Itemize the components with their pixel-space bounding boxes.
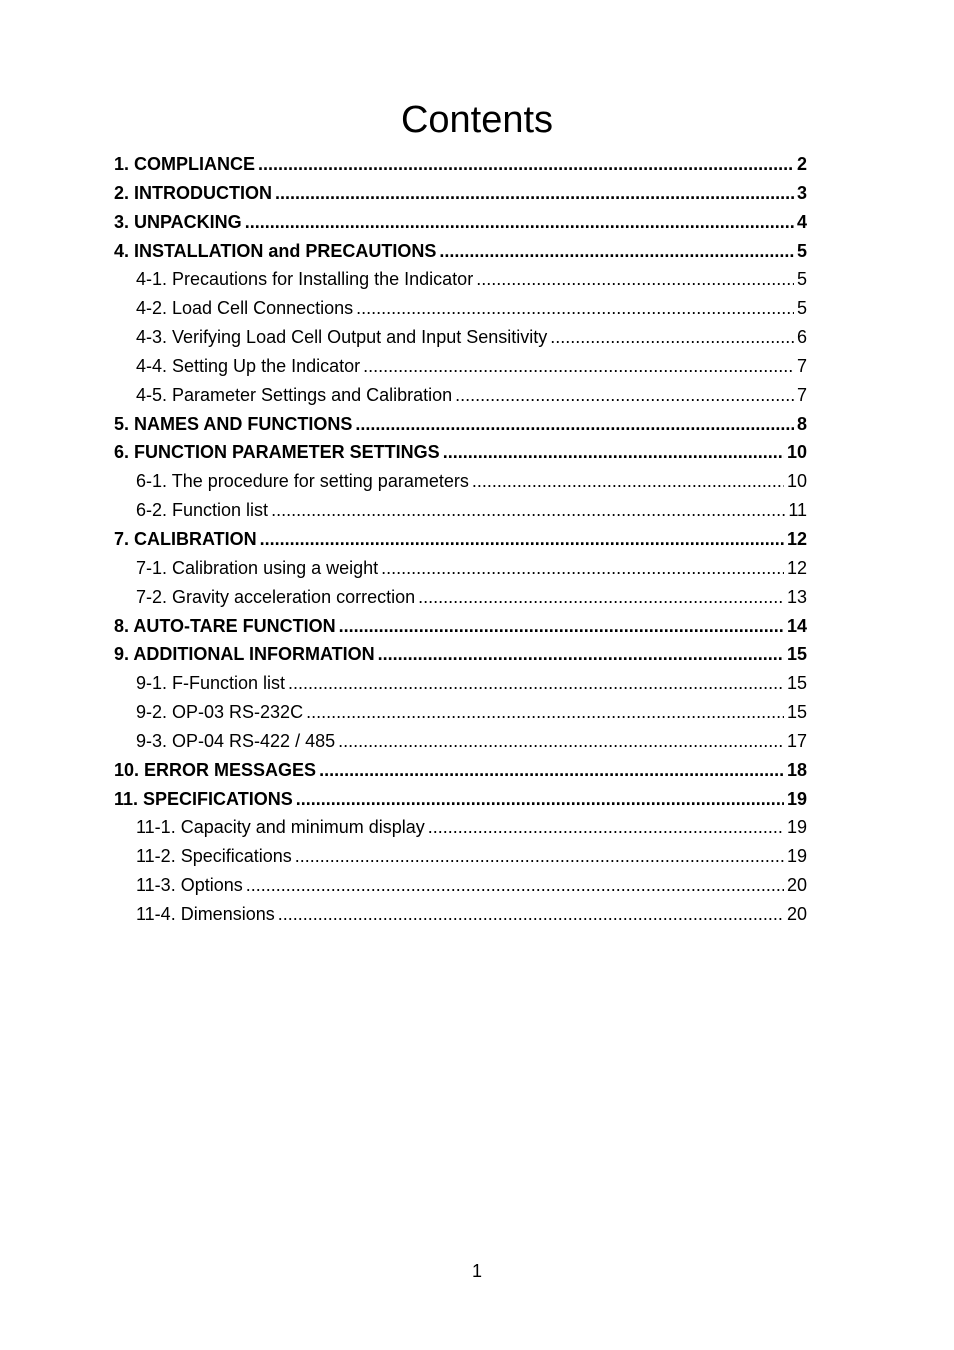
toc-dot-leader bbox=[260, 525, 784, 554]
toc-dot-leader bbox=[295, 842, 784, 871]
toc-entry-page-number: 5 bbox=[796, 269, 807, 290]
toc-entry-label: 11-2. Specifications bbox=[136, 846, 292, 867]
toc-section-entry[interactable] bbox=[114, 150, 807, 179]
toc-subsection-entry[interactable] bbox=[114, 698, 807, 727]
toc-section-entry[interactable] bbox=[114, 410, 807, 439]
toc-entry-label: 11-3. Options bbox=[136, 875, 243, 896]
toc-entry-page-number: 7 bbox=[796, 384, 807, 405]
toc-entry-page-number: 12 bbox=[786, 528, 807, 549]
toc-entry-label: 6-2. Function list bbox=[136, 500, 269, 521]
toc-dot-leader bbox=[271, 496, 785, 525]
toc-entry-label: 4. INSTALLATION and PRECAUTIONS bbox=[114, 240, 437, 261]
toc-entry-page-number: 8 bbox=[796, 413, 807, 434]
toc-entry-label: 7-2. Gravity acceleration correction bbox=[136, 586, 416, 607]
toc-entry-page-number: 10 bbox=[786, 442, 807, 463]
toc-dot-leader bbox=[356, 294, 794, 323]
toc-section-entry[interactable] bbox=[114, 438, 807, 467]
toc-entry-label: 8. AUTO-TARE FUNCTION bbox=[114, 615, 336, 636]
toc-entry-page-number: 19 bbox=[786, 817, 807, 838]
toc-subsection-entry[interactable] bbox=[114, 900, 807, 929]
toc-entry-label: 9-2. OP-03 RS-232C bbox=[136, 702, 304, 723]
toc-entry-label: 10. ERROR MESSAGES bbox=[114, 759, 317, 780]
table-of-contents bbox=[114, 150, 807, 929]
toc-entry-label: 7. CALIBRATION bbox=[114, 528, 257, 549]
toc-dot-leader bbox=[319, 756, 784, 785]
toc-entry-label: 4-2. Load Cell Connections bbox=[136, 298, 354, 319]
toc-subsection-entry[interactable] bbox=[114, 727, 807, 756]
toc-section-entry[interactable] bbox=[114, 612, 807, 641]
toc-dot-leader bbox=[550, 323, 794, 352]
toc-section-entry[interactable] bbox=[114, 237, 807, 266]
toc-entry-page-number: 15 bbox=[786, 644, 807, 665]
toc-subsection-entry[interactable] bbox=[114, 294, 807, 323]
toc-entry-page-number: 20 bbox=[786, 875, 807, 896]
page-number: 1 bbox=[471, 1261, 482, 1281]
toc-entry-page-number: 19 bbox=[786, 846, 807, 867]
toc-dot-leader bbox=[455, 381, 794, 410]
toc-entry-page-number: 3 bbox=[796, 182, 807, 203]
toc-entry-label: 1. COMPLIANCE bbox=[114, 154, 256, 174]
toc-dot-leader bbox=[246, 871, 784, 900]
toc-subsection-entry[interactable] bbox=[114, 265, 807, 294]
toc-dot-leader bbox=[275, 179, 794, 208]
toc-entry-page-number: 15 bbox=[786, 673, 807, 694]
toc-entry-page-number: 20 bbox=[786, 903, 807, 924]
toc-dot-leader bbox=[288, 669, 784, 698]
toc-entry-label: 7-1. Calibration using a weight bbox=[136, 557, 379, 578]
toc-dot-leader bbox=[439, 237, 794, 266]
toc-entry-page-number: 10 bbox=[786, 471, 807, 492]
toc-entry-page-number: 5 bbox=[796, 298, 807, 319]
toc-dot-leader bbox=[339, 612, 784, 641]
toc-dot-leader bbox=[258, 150, 794, 179]
toc-dot-leader bbox=[381, 554, 784, 583]
toc-subsection-entry[interactable] bbox=[114, 554, 807, 583]
toc-entry-page-number: 19 bbox=[786, 788, 807, 809]
page-title: Contents bbox=[400, 99, 554, 141]
toc-entry-label: 11. SPECIFICATIONS bbox=[114, 788, 293, 809]
toc-dot-leader bbox=[245, 208, 794, 237]
toc-entry-label: 4-4. Setting Up the Indicator bbox=[136, 355, 361, 376]
toc-entry-label: 2. INTRODUCTION bbox=[114, 182, 273, 203]
toc-dot-leader bbox=[296, 785, 784, 814]
toc-entry-page-number: 18 bbox=[786, 759, 807, 780]
toc-dot-leader bbox=[278, 900, 784, 929]
toc-subsection-entry[interactable] bbox=[114, 467, 807, 496]
toc-subsection-entry[interactable] bbox=[114, 496, 807, 525]
toc-subsection-entry[interactable] bbox=[114, 381, 807, 410]
toc-dot-leader bbox=[428, 813, 784, 842]
toc-entry-page-number: 4 bbox=[796, 211, 807, 232]
toc-dot-leader bbox=[338, 727, 784, 756]
toc-dot-leader bbox=[355, 410, 794, 439]
toc-section-entry[interactable] bbox=[114, 640, 807, 669]
toc-section-entry[interactable] bbox=[114, 179, 807, 208]
toc-entry-label: 9-3. OP-04 RS-422 / 485 bbox=[136, 730, 336, 751]
toc-entry-label: 11-4. Dimensions bbox=[136, 903, 275, 924]
toc-entry-page-number: 11 bbox=[788, 500, 807, 521]
toc-entry-page-number: 5 bbox=[796, 240, 807, 261]
toc-entry-page-number: 14 bbox=[786, 615, 807, 636]
toc-entry-page-number: 7 bbox=[796, 355, 807, 376]
toc-entry-page-number: 6 bbox=[796, 327, 807, 348]
toc-dot-leader bbox=[378, 640, 784, 669]
toc-section-entry[interactable] bbox=[114, 785, 807, 814]
toc-entry-label: 4-3. Verifying Load Cell Output and Input Sensitivity bbox=[136, 327, 548, 348]
toc-dot-leader bbox=[476, 265, 794, 294]
toc-section-entry[interactable] bbox=[114, 756, 807, 785]
toc-dot-leader bbox=[472, 467, 784, 496]
toc-subsection-entry[interactable] bbox=[114, 323, 807, 352]
toc-entry-label: 9. ADDITIONAL INFORMATION bbox=[114, 644, 375, 665]
toc-entry-label: 9-1. F-Function list bbox=[136, 673, 286, 694]
toc-section-entry[interactable] bbox=[114, 525, 807, 554]
toc-entry-label: 3. UNPACKING bbox=[114, 211, 242, 232]
toc-entry-label: 4-5. Parameter Settings and Calibration bbox=[136, 384, 453, 405]
toc-entry-label: 4-1. Precautions for Installing the Indicator bbox=[136, 269, 474, 290]
toc-dot-leader bbox=[443, 438, 784, 467]
toc-entry-page-number: 15 bbox=[786, 702, 807, 723]
toc-dot-leader bbox=[363, 352, 794, 381]
toc-entry-page-number: 17 bbox=[786, 730, 807, 751]
toc-subsection-entry[interactable] bbox=[114, 871, 807, 900]
toc-dot-leader bbox=[306, 698, 784, 727]
toc-entry-label: 6. FUNCTION PARAMETER SETTINGS bbox=[114, 442, 440, 463]
toc-entry-page-number: 13 bbox=[786, 586, 807, 607]
toc-entry-page-number: 12 bbox=[786, 557, 807, 578]
toc-section-entry[interactable] bbox=[114, 208, 807, 237]
toc-entry-page-number: 2 bbox=[796, 154, 807, 174]
toc-subsection-entry[interactable] bbox=[114, 813, 807, 842]
toc-entry-label: 6-1. The procedure for setting parameters bbox=[136, 471, 469, 492]
toc-entry-label: 11-1. Capacity and minimum display bbox=[136, 817, 425, 838]
toc-subsection-entry[interactable] bbox=[114, 669, 807, 698]
toc-dot-leader bbox=[418, 583, 784, 612]
toc-subsection-entry[interactable] bbox=[114, 842, 807, 871]
toc-entry-label: 5. NAMES AND FUNCTIONS bbox=[114, 413, 353, 434]
toc-subsection-entry[interactable] bbox=[114, 352, 807, 381]
toc-subsection-entry[interactable] bbox=[114, 583, 807, 612]
